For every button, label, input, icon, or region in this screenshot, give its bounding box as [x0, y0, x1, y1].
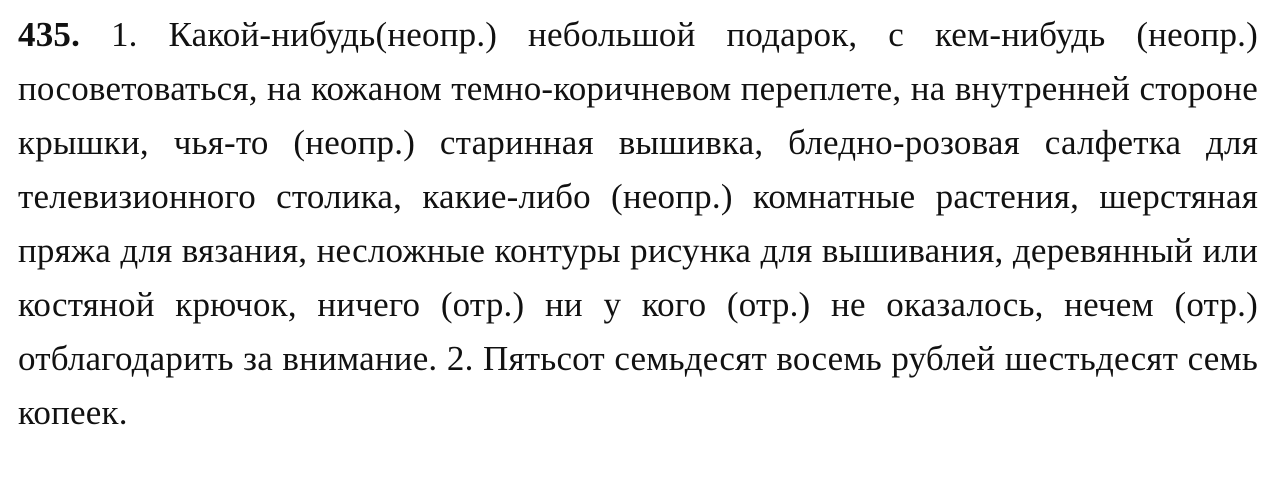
exercise-number: 435.: [18, 15, 81, 54]
exercise-text-block: [18, 8, 1258, 440]
exercise-body: 1. Какой-нибудь(неопр.) небольшой подарок, с кем-нибудь (неопр.) посоветоваться, на кожаном темно-коричневом переплете, на внутренней стороне крышки, чья-то (неопр.) старинная вышивка, бледно-розовая салфетка для телевизионного столика, какие-либо (неопр.) комнатные растения, шерстяная пряжа для вязания, несложные контуры рисунка для вышивания, деревянный или костяной крючок, ничего (отр.) ни у кого (отр.) не оказалось, нечем (отр.) отблагодарить за внимание. 2. Пятьсот семьдесят восемь рублей шестьдесят семь копеек.: [18, 15, 1258, 432]
